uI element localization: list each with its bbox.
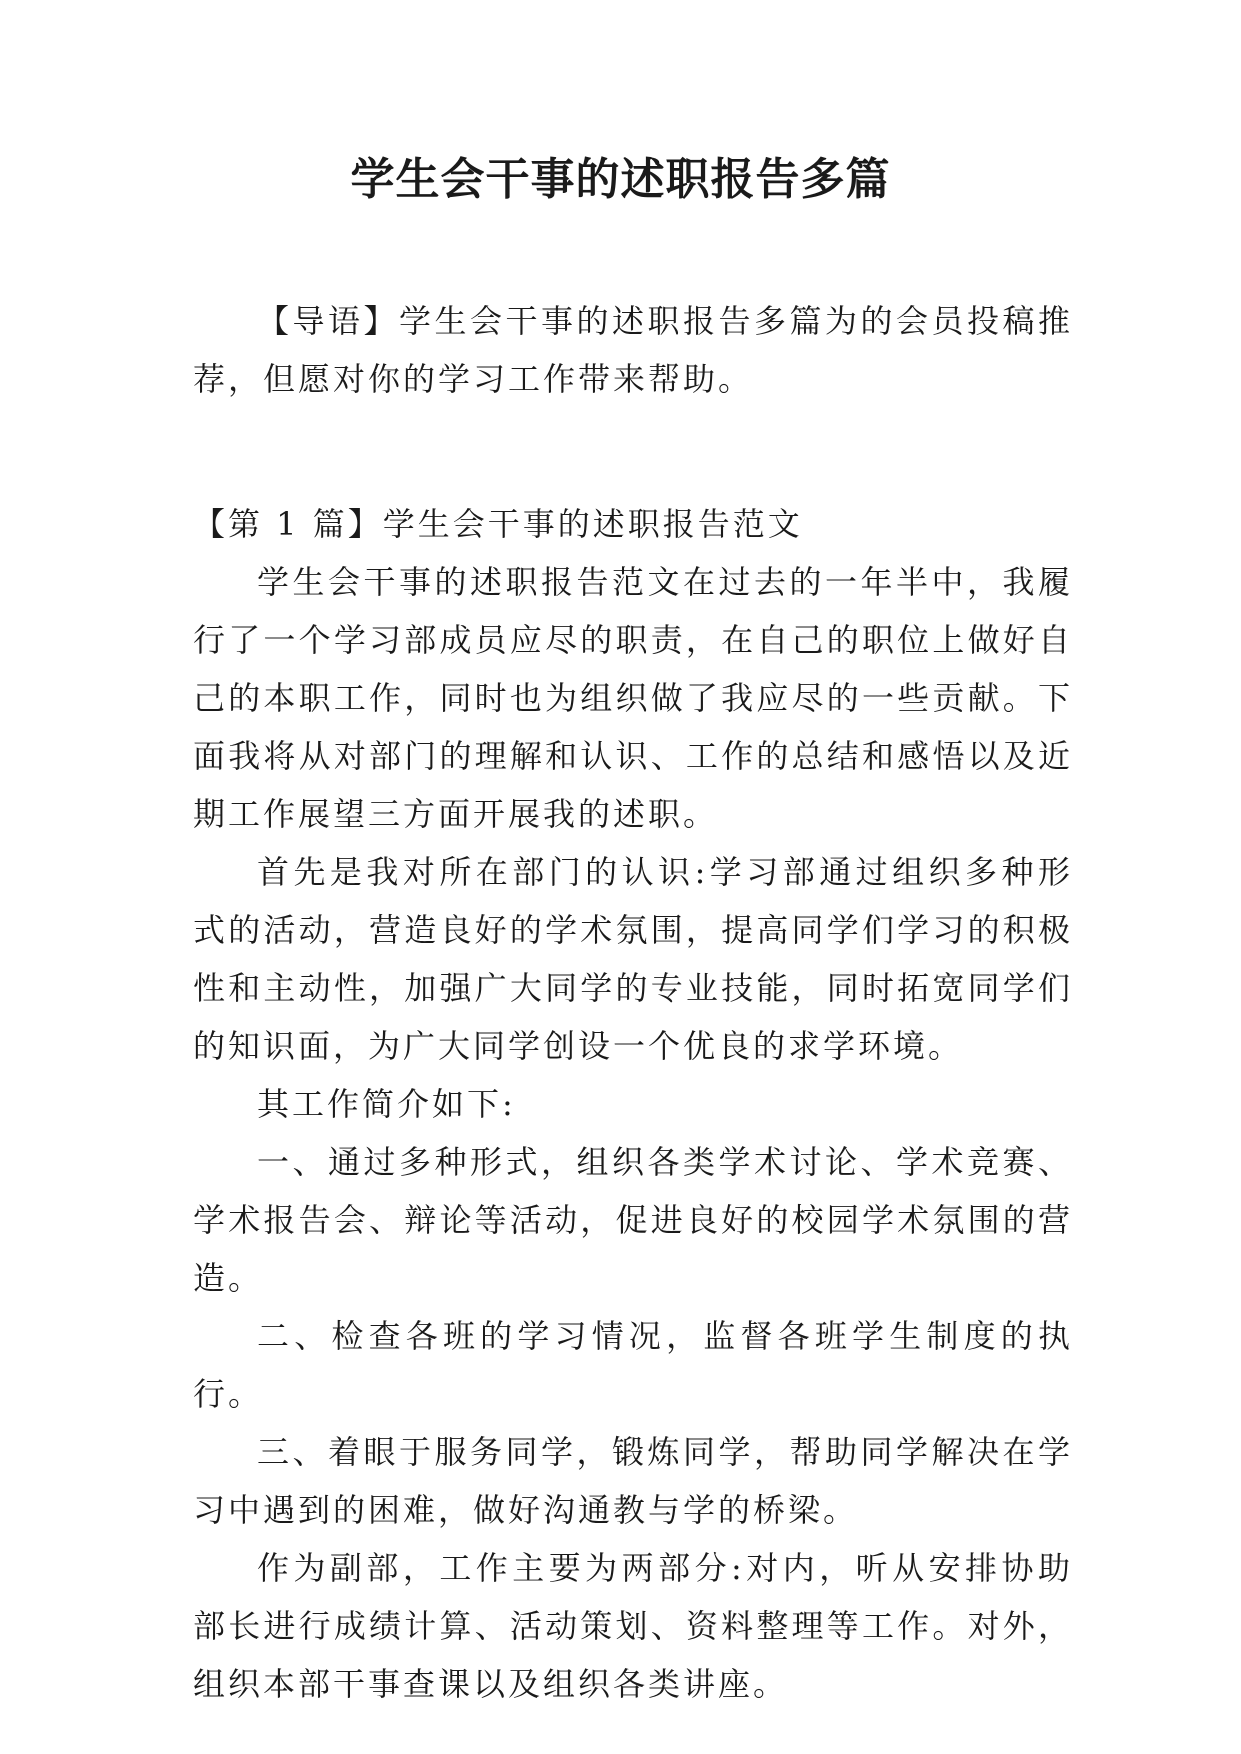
body-paragraph: 学生会干事的述职报告范文在过去的一年半中，我履行了一个学习部成员应尽的职责，在自己的职位上做好自己的本职工作，同时也为组织做了我应尽的一些贡献。下面我将从对部门的理解和认识、工作的总结和感悟以及近期工作展望三方面开展我的述职。 — [193, 563, 1073, 833]
lead-paragraph: 【导语】学生会干事的述职报告多篇为的会员投稿推荐，但愿对你的学习工作带来帮助。 — [193, 302, 1073, 398]
body-paragraph: 三、着眼于服务同学，锻炼同学，帮助同学解决在学习中遇到的困难，做好沟通教与学的桥梁。 — [193, 1433, 1073, 1529]
body-paragraph: 作为副部，工作主要为两部分:对内，听从安排协助部长进行成绩计算、活动策划、资料整理等工作。对外，组织本部干事查课以及组织各类讲座。 — [193, 1549, 1073, 1703]
section-heading: 【第 1 篇】学生会干事的述职报告范文 — [193, 505, 803, 543]
document-body — [193, 292, 1073, 1713]
body-paragraph: 二、检查各班的学习情况，监督各班学生制度的执行。 — [193, 1317, 1073, 1413]
document-title: 学生会干事的述职报告多篇 — [350, 154, 891, 205]
body-paragraph: 首先是我对所在部门的认识:学习部通过组织多种形式的活动，营造良好的学术氛围，提高同学们学习的积极性和主动性，加强广大同学的专业技能，同时拓宽同学们的知识面，为广大同学创设一个优良的求学环境。 — [193, 853, 1073, 1065]
body-paragraph: 一、通过多种形式，组织各类学术讨论、学术竞赛、学术报告会、辩论等活动，促进良好的校园学术氛围的营造。 — [193, 1143, 1073, 1297]
body-paragraph: 其工作简介如下: — [257, 1085, 516, 1123]
